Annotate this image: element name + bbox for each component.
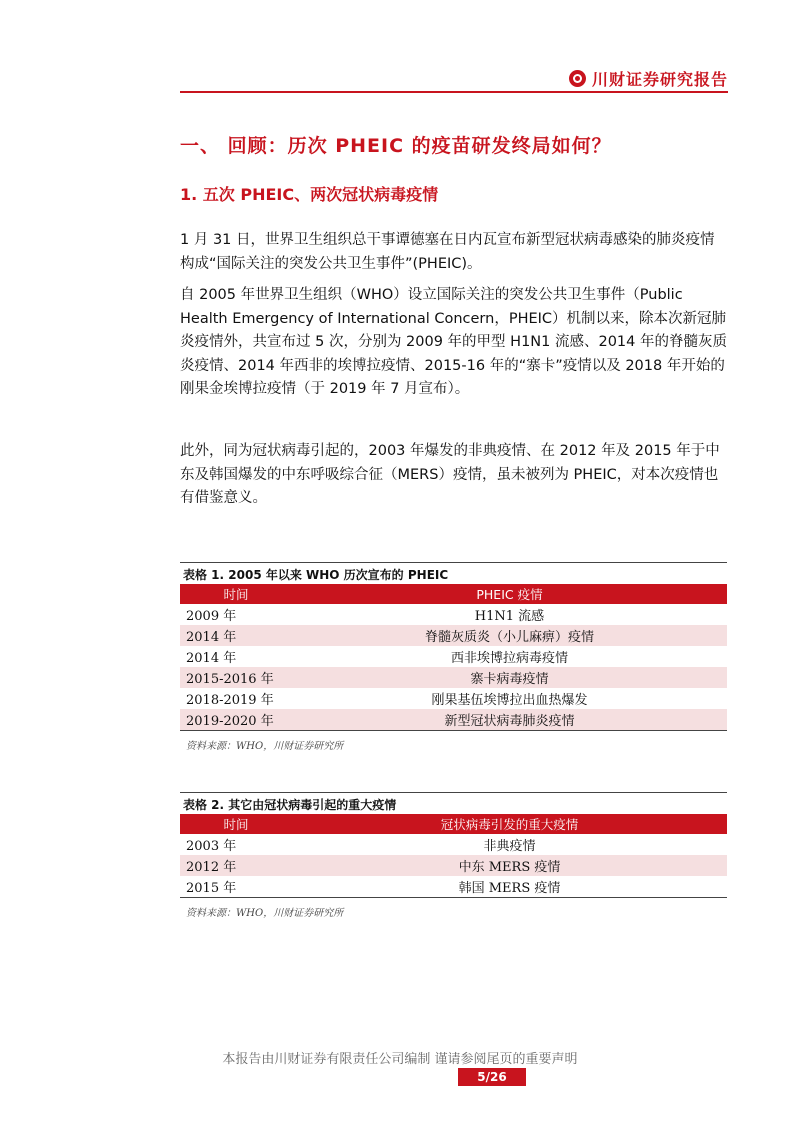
brand-logo-icon [569,70,586,87]
cell-event: 西非埃博拉病毒疫情 [450,651,568,666]
pheic-table [180,584,727,730]
brand-name: 川财证券研究报告 [591,69,728,89]
table-row [180,646,727,667]
table-row [180,625,727,646]
table-row [180,667,727,688]
subsection-heading: 1. 五次 PHEIC、两次冠状病毒疫情 [180,185,439,204]
column-header-time: 时间 [180,814,292,834]
table-coronavirus [180,792,727,919]
table-row [180,876,727,897]
cell-time: 2012 年 [180,855,292,876]
cell-time: 2009 年 [186,609,237,624]
cell-time: 2015-2016 年 [180,667,292,688]
table-row [180,855,727,876]
table-caption: 表格 2. 其它由冠状病毒引起的重大疫情 [180,792,727,814]
paragraph-1: 1 月 31 日，世界卫生组织总干事谭德塞在日内瓦宣布新型冠状病毒感染的肺炎疫情构成“国际关注的突发公共卫生事件”(PHEIC)。 [180,232,715,272]
coronavirus-table [180,814,727,897]
cell-time: 2015 年 [186,881,237,896]
column-header-event: PHEIC 疫情 [292,584,727,604]
cell-event: 新型冠状病毒肺炎疫情 [292,709,727,730]
column-header-event: 冠状病毒引发的重大疫情 [292,814,727,834]
cell-event: 刚果基伍埃博拉出血热爆发 [431,693,588,708]
cell-event: 中东 MERS 疫情 [292,855,727,876]
cell-event: 脊髓灰质炎（小儿麻痹）疫情 [292,625,727,646]
cell-event: H1N1 流感 [474,609,545,624]
footer-disclaimer: 本报告由川财证券有限责任公司编制 谨请参阅尾页的重要声明 [222,1052,578,1067]
table-source: 资料来源：WHO，川财证券研究所 [186,908,344,919]
header-brand [569,68,728,88]
table-row [180,604,727,625]
cell-event: 非典疫情 [483,839,536,854]
cell-time: 2019-2020 年 [180,709,292,730]
cell-time: 2003 年 [186,839,237,854]
header-rule [180,91,728,93]
table-pheic [180,562,727,752]
paragraph-2: 自 2005 年世界卫生组织（WHO）设立国际关注的突发公共卫生事件（Public Health Emergency of International Concern，PHEIC）机制以来，除本次新冠肺炎疫情外，共宣布过 5 次，分别为 2009 年的甲型 H1N1 流感、2014 年的脊髓灰质炎疫情、2014 年西非的埃博拉疫情、2015-16 年的“寨卡”疫情以及 2018 年开始的刚果金埃博拉疫情（于 2019 年 7 月宣布）。 [180,287,727,397]
cell-time: 2014 年 [180,625,292,646]
table-caption: 表格 1. 2005 年以来 WHO 历次宣布的 PHEIC [180,562,727,584]
table-row [180,688,727,709]
cell-event: 寨卡病毒疫情 [292,667,727,688]
cell-time: 2014 年 [186,651,237,666]
table-row [180,834,727,855]
table-source: 资料来源：WHO，川财证券研究所 [186,741,344,752]
paragraph-3: 此外，同为冠状病毒引起的，2003 年爆发的非典疫情、在 2012 年及 2015 年于中东及韩国爆发的中东呼吸综合征（MERS）疫情，虽未被列为 PHEIC，对本次疫情也有借鉴意义。 [180,443,720,506]
section-heading: 一、 回顾：历次 PHEIC 的疫苗研发终局如何？ [180,135,612,157]
column-header-time: 时间 [180,584,292,604]
page-number: 5/26 [458,1068,526,1086]
table-row [180,709,727,730]
cell-time: 2018-2019 年 [186,693,274,708]
cell-event: 韩国 MERS 疫情 [458,881,561,896]
